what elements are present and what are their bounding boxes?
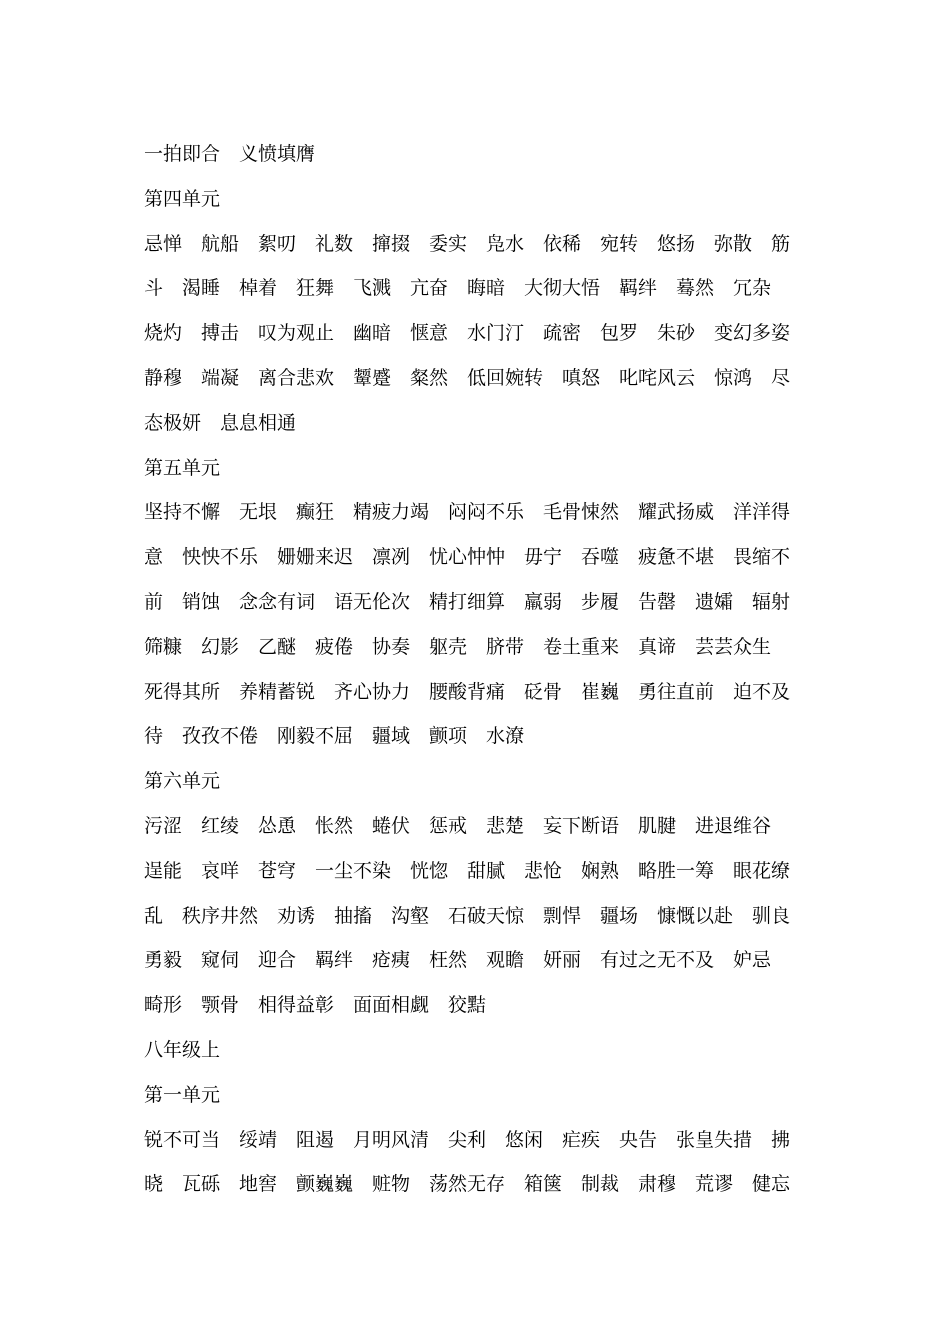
text-line: 晓 瓦砾 地窖 颤巍巍 赃物 荡然无存 箱箧 制裁 肃穆 荒谬 健忘 — [144, 1173, 791, 1196]
section-heading: 第五单元 — [144, 456, 221, 479]
text-line: 锐不可当 绥靖 阻遏 月明风清 尖利 悠闲 疟疾 央告 张皇失措 拂 — [144, 1128, 791, 1151]
text-line: 待 孜孜不倦 刚毅不屈 疆域 颤项 水潦 — [144, 725, 525, 748]
text-line: 态极妍 息息相通 — [144, 411, 297, 434]
text-line: 前 销蚀 念念有词 语无伦次 精打细算 羸弱 步履 告罄 遗孀 辐射 — [144, 590, 791, 613]
document-page — [144, 132, 804, 1207]
text-line: 静穆 端凝 离合悲欢 颦蹙 粲然 低回婉转 嗔怒 叱咤风云 惊鸿 尽 — [144, 366, 791, 389]
section-heading: 第四单元 — [144, 187, 221, 210]
text-line: 烧灼 搏击 叹为观止 幽暗 惬意 水门汀 疏密 包罗 朱砂 变幻多姿 — [144, 322, 791, 345]
text-line: 斗 渴睡 棹着 狂舞 飞溅 亢奋 晦暗 大彻大悟 羁绊 蓦然 冗杂 — [144, 277, 772, 300]
text-line: 死得其所 养精蓄锐 齐心协力 腰酸背痛 砭骨 崔巍 勇往直前 迫不及 — [144, 680, 791, 703]
text-line: 勇毅 窥伺 迎合 羁绊 疮痍 枉然 观瞻 妍丽 有过之无不及 妒忌 — [144, 949, 772, 972]
text-line: 筛糠 幻影 乙醚 疲倦 协奏 躯壳 脐带 卷土重来 真谛 芸芸众生 — [144, 635, 772, 658]
grade-heading: 八年级上 — [144, 1038, 221, 1061]
section-heading: 第六单元 — [144, 770, 221, 793]
text-line: 乱 秩序井然 劝诱 抽搐 沟壑 石破天惊 剽悍 疆场 慷慨以赴 驯良 — [144, 904, 791, 927]
text-line: 一拍即合 义愤填膺 — [144, 143, 316, 165]
section-heading: 第一单元 — [144, 1083, 221, 1106]
text-line: 逞能 哀咩 苍穹 一尘不染 恍惚 甜腻 悲怆 娴熟 略胜一筹 眼花缭 — [144, 859, 791, 882]
text-line: 忌惮 航船 絮叨 礼数 撺掇 委实 凫水 依稀 宛转 悠扬 弥散 筋 — [144, 232, 791, 255]
text-line: 坚持不懈 无垠 癫狂 精疲力竭 闷闷不乐 毛骨悚然 耀武扬威 洋洋得 — [144, 501, 791, 524]
text-line: 污涩 红绫 怂恿 怅然 蜷伏 惩戒 悲楚 妄下断语 肌腱 进退维谷 — [144, 814, 772, 837]
text-line: 意 怏怏不乐 姗姗来迟 凛冽 忧心忡忡 毋宁 吞噬 疲惫不堪 畏缩不 — [144, 546, 791, 569]
text-line: 畸形 颚骨 相得益彰 面面相觑 狡黠 — [144, 994, 487, 1017]
